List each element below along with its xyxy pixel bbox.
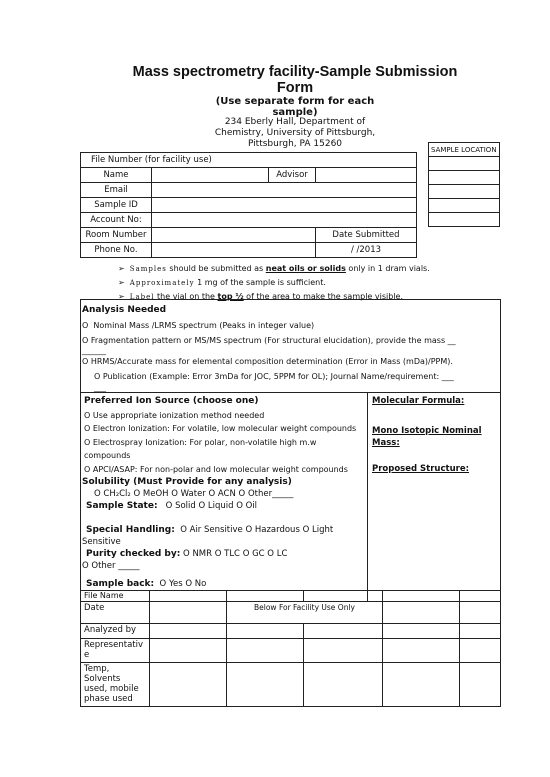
sample-back-options[interactable]: O Yes O No [159, 579, 207, 589]
location-cell[interactable] [429, 199, 500, 213]
temp-solvents-label: Temp, Solvents used, mobile phase used [81, 663, 150, 707]
submission-notes [118, 262, 430, 304]
ion-option-apci[interactable]: O APCI/ASAP: For non-polar and low molecular weight compounds [84, 464, 348, 474]
divider [80, 392, 501, 393]
analyzed-by-label: Analyzed by [81, 624, 150, 639]
purity-other[interactable]: O Other _____ [82, 561, 140, 571]
analysis-section: Analysis Needed O Nominal Mass /LRMS spectrum (Peaks in integer value) O Fragmentation pattern or MS/MS spectrum (For structural elucidation), provide the mass __ ______ O HRMS/Accurate mass for elemental composition determination (Error in Mass (mDa)/PPM). O Publication (Example: Error 3mDa for JOC, 5PPM for OL); Journal Name/requirement: ___ ___ [82, 303, 497, 392]
file-name-label: File Name [81, 591, 150, 602]
date-field[interactable]: / /2013 [316, 243, 417, 258]
facility-address: 234 Eberly Hall, Department of Chemistry, University of Pittsburgh, Pittsburgh, PA 15260 [214, 117, 376, 149]
email-label: Email [81, 183, 152, 198]
sample-state-options[interactable]: O Solid O Liquid O Oil [165, 501, 258, 511]
account-field[interactable] [152, 213, 417, 228]
ion-option-ei[interactable]: O Electron Ionization: For volatile, low molecular weight compounds [84, 424, 357, 433]
sample-location-table [428, 142, 500, 227]
name-label: Name [81, 168, 152, 183]
location-cell[interactable] [429, 185, 500, 199]
proposed-structure-label: Proposed Structure: [372, 464, 469, 474]
option-fragmentation[interactable]: O Fragmentation pattern or MS/MS spectrum (For structural elucidation), provide the mass __ [82, 336, 456, 345]
ion-option-auto[interactable]: O Use appropriate ionization method needed [84, 410, 265, 420]
advisor-field[interactable] [316, 168, 417, 183]
submitter-info-table [80, 152, 417, 258]
file-number-label: File Number (for facility use) [81, 153, 417, 168]
option-publication[interactable]: O Publication (Example: Error 3mDa for JOC, 5PPM for OL); Journal Name/requirement: ___ [94, 372, 454, 381]
note-3: ➢ Label the vial on the top ½ of the area to make the sample visible. [118, 292, 403, 301]
sample-id-field[interactable] [152, 198, 417, 213]
location-cell[interactable] [429, 171, 500, 185]
ion-source-heading: Preferred Ion Source (choose one) [84, 396, 259, 406]
form-title: Mass spectrometry facility-Sample Submission Form [132, 64, 458, 96]
ion-option-esi[interactable]: O Electrospray Ionization: For polar, non-volatile high m.w [84, 437, 317, 447]
form-subtitle: (Use separate form for each sample) [215, 96, 375, 118]
phone-label: Phone No. [81, 243, 152, 258]
facility-use-table [80, 590, 501, 707]
date-submitted-label: Date Submitted [316, 228, 417, 243]
solubility-section: Solubility (Must Provide for any analysis) O CH₂Cl₂ O MeOH O Water O ACN O Other_____ Sample State: O Solid O Liquid O Oil Special Handling: O Air Sensitive O Hazardous O Light Sensitive Purity checked by: O NMR O TLC O GC O LC O Other _____ Sample back: O Yes O No [82, 476, 366, 590]
ion-source-section: Preferred Ion Source (choose one) O Use appropriate ionization method needed O Electron Ionization: For volatile, low molecular weight compounds O Electrospray Ionization: For polar, non-volatile high m.w compounds O APCI/ASAP: For non-polar and low molecular weight compounds [84, 395, 366, 476]
account-label: Account No: [81, 213, 152, 228]
solvent-options[interactable]: O CH₂Cl₂ O MeOH O Water O ACN O Other_____ [94, 489, 294, 499]
email-field[interactable] [152, 183, 417, 198]
note-2: ➢ Approximately 1 mg of the sample is sufficient. [118, 278, 326, 287]
mono-isotopic-label: Mono Isotopic Nominal Mass: [372, 426, 482, 448]
solubility-heading: Solubility (Must Provide for any analysis) [82, 477, 292, 487]
handling-options[interactable]: O Air Sensitive O Hazardous O Light Sensitive [82, 525, 334, 547]
representative-label: Representative [81, 639, 150, 663]
sample-location-header: SAMPLE LOCATION [429, 143, 500, 157]
room-label: Room Number [81, 228, 152, 243]
phone-field[interactable] [152, 243, 316, 258]
option-hrms[interactable]: O HRMS/Accurate mass for elemental composition determination (Error in Mass (mDa)/PPM). [82, 357, 453, 366]
option-nominal-mass[interactable]: O Nominal Mass /LRMS spectrum (Peaks in integer value) [82, 321, 315, 330]
room-field[interactable] [152, 228, 316, 243]
divider [367, 392, 368, 602]
analysis-heading: Analysis Needed [82, 305, 167, 315]
sample-id-label: Sample ID [81, 198, 152, 213]
note-1: ➢ Samples should be submitted as neat oils or solids only in 1 dram vials. [118, 264, 430, 273]
molecular-formula-label: Molecular Formula: [372, 396, 465, 406]
date-label: Date [81, 602, 150, 624]
facility-use-note: Below For Facility Use Only [227, 602, 383, 624]
name-field[interactable] [152, 168, 269, 183]
purity-options[interactable]: O NMR O TLC O GC O LC [183, 549, 288, 559]
location-cell[interactable] [429, 157, 500, 171]
molecular-section [372, 395, 497, 475]
location-cell[interactable] [429, 213, 500, 227]
advisor-label: Advisor [269, 168, 316, 183]
